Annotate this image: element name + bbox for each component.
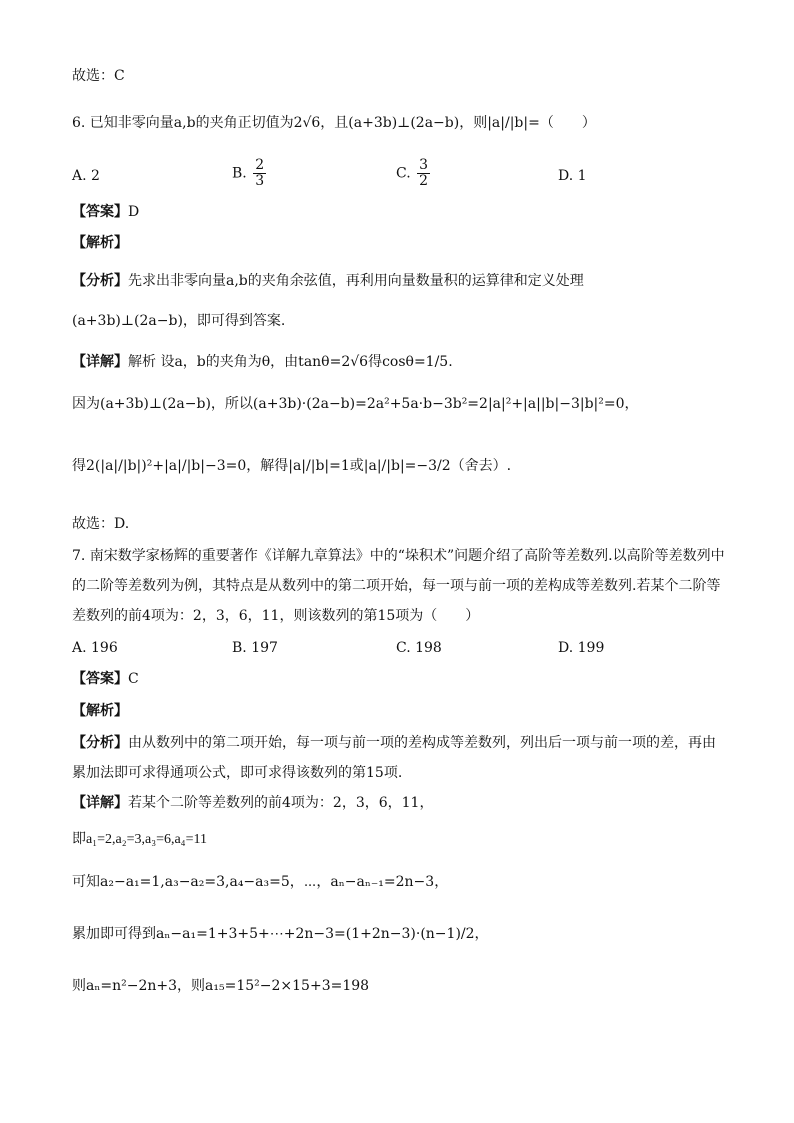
q7-option-c: C. 198 <box>396 640 442 656</box>
q7-fenxi-line-2: 累加法即可求得通项公式，即可求得该数列的第15项. <box>72 765 403 781</box>
q6-conclusion: 故选：D. <box>72 516 130 532</box>
q7-step-3: 可知a₂−a₁=1,a₃−a₂=3,a₄−a₃=5，⋯，aₙ−aₙ₋₁=2n−3， <box>72 874 449 890</box>
q6-fenxi-line-2: (a+3b)⊥(2a−b)，即可得到答案. <box>72 313 286 329</box>
q7-step-4: 累加即可得到aₙ−a₁=1+3+5+⋯+2n−3=(1+2n−3)·(n−1)/2， <box>72 926 489 942</box>
q6-stem: 6. 已知非零向量a,b的夹角正切值为2√6，且(a+3b)⊥(2a−b)，则|a|/|b|=（ ） <box>72 115 596 131</box>
q6-step-2: 因为(a+3b)⊥(2a−b)，所以(a+3b)·(2a−b)=2a²+5a·b−3b²=2|a|²+|a||b|−3|b|²=0， <box>72 396 639 412</box>
q6-answer <box>72 202 139 222</box>
q7-answer <box>72 669 139 689</box>
q6-answer-tag: 【答案】 <box>72 204 128 220</box>
q6-xiangjie-tag: 【详解】 <box>72 354 128 370</box>
q6-jiexi-heading: 【解析】 <box>72 235 128 251</box>
q7-stem-line-2: 的二阶等差数列为例，其特点是从数列中的第二项开始，每一项与前一项的差构成等差数列.若某个二阶等 <box>72 578 721 594</box>
q6-option-b <box>232 158 268 189</box>
q7-step-5: 则aₙ=n²−2n+3，则a₁₅=15²−2×15+3=198 <box>72 978 370 994</box>
q6-answer-value: D <box>128 204 140 220</box>
q7-step-1: 若某个二阶等差数列的前4项为：2，3，6，11， <box>128 795 434 811</box>
previous-answer: 故选：C <box>72 68 125 84</box>
q6-option-c-fraction <box>417 158 430 189</box>
q6-option-c-num: 3 <box>419 157 429 173</box>
q6-option-c <box>396 158 432 189</box>
q7-jiexi-heading: 【解析】 <box>72 703 128 719</box>
q6-option-d: D. 1 <box>558 168 587 184</box>
q7-option-d: D. 199 <box>558 640 605 656</box>
q6-option-b-num: 2 <box>255 157 265 173</box>
q6-option-c-den: 2 <box>419 173 429 189</box>
q7-xiangjie-tag: 【详解】 <box>72 795 128 811</box>
q7-fenxi-tag: 【分析】 <box>72 735 128 751</box>
q6-option-b-label: B. <box>232 165 247 182</box>
q7-xiangjie <box>72 793 433 813</box>
q7-step-2: 即a₁=2,a₂=3,a₃=6,a₄=11 <box>72 832 207 847</box>
q6-option-b-fraction <box>253 158 266 189</box>
q6-option-b-den: 3 <box>255 173 265 189</box>
q7-fenxi <box>72 733 716 753</box>
q6-fenxi-tag: 【分析】 <box>72 273 128 289</box>
q7-fenxi-text-1: 由从数列中的第二项开始，每一项与前一项的差构成等差数列，列出后一项与前一项的差，再由 <box>128 735 716 751</box>
q6-fenxi-text-1: 先求出非零向量a,b的夹角余弦值，再利用向量数量积的运算律和定义处理 <box>128 273 584 289</box>
q7-option-a: A. 196 <box>72 640 118 656</box>
q6-option-c-label: C. <box>396 165 411 182</box>
q6-step-3: 得2(|a|/|b|)²+|a|/|b|−3=0，解得|a|/|b|=1或|a|/|b|=−3/2（舍去）. <box>72 458 512 474</box>
q7-stem-line-3: 差数列的前4项为：2，3，6，11，则该数列的第15项为（ ） <box>72 608 480 624</box>
q7-answer-value: C <box>128 671 139 687</box>
q7-option-b: B. 197 <box>232 640 278 656</box>
q6-xiangjie <box>72 352 453 372</box>
q6-fenxi <box>72 271 584 291</box>
q6-option-a: A. 2 <box>72 168 100 184</box>
q6-step-1: 解析 设a，b的夹角为θ，由tanθ=2√6得cosθ=1/5. <box>128 354 453 370</box>
q7-answer-tag: 【答案】 <box>72 671 128 687</box>
q7-stem-line-1: 7. 南宋数学家杨辉的重要著作《详解九章算法》中的“垛积术”问题介绍了高阶等差数列.以高阶等差数列中 <box>72 548 725 564</box>
